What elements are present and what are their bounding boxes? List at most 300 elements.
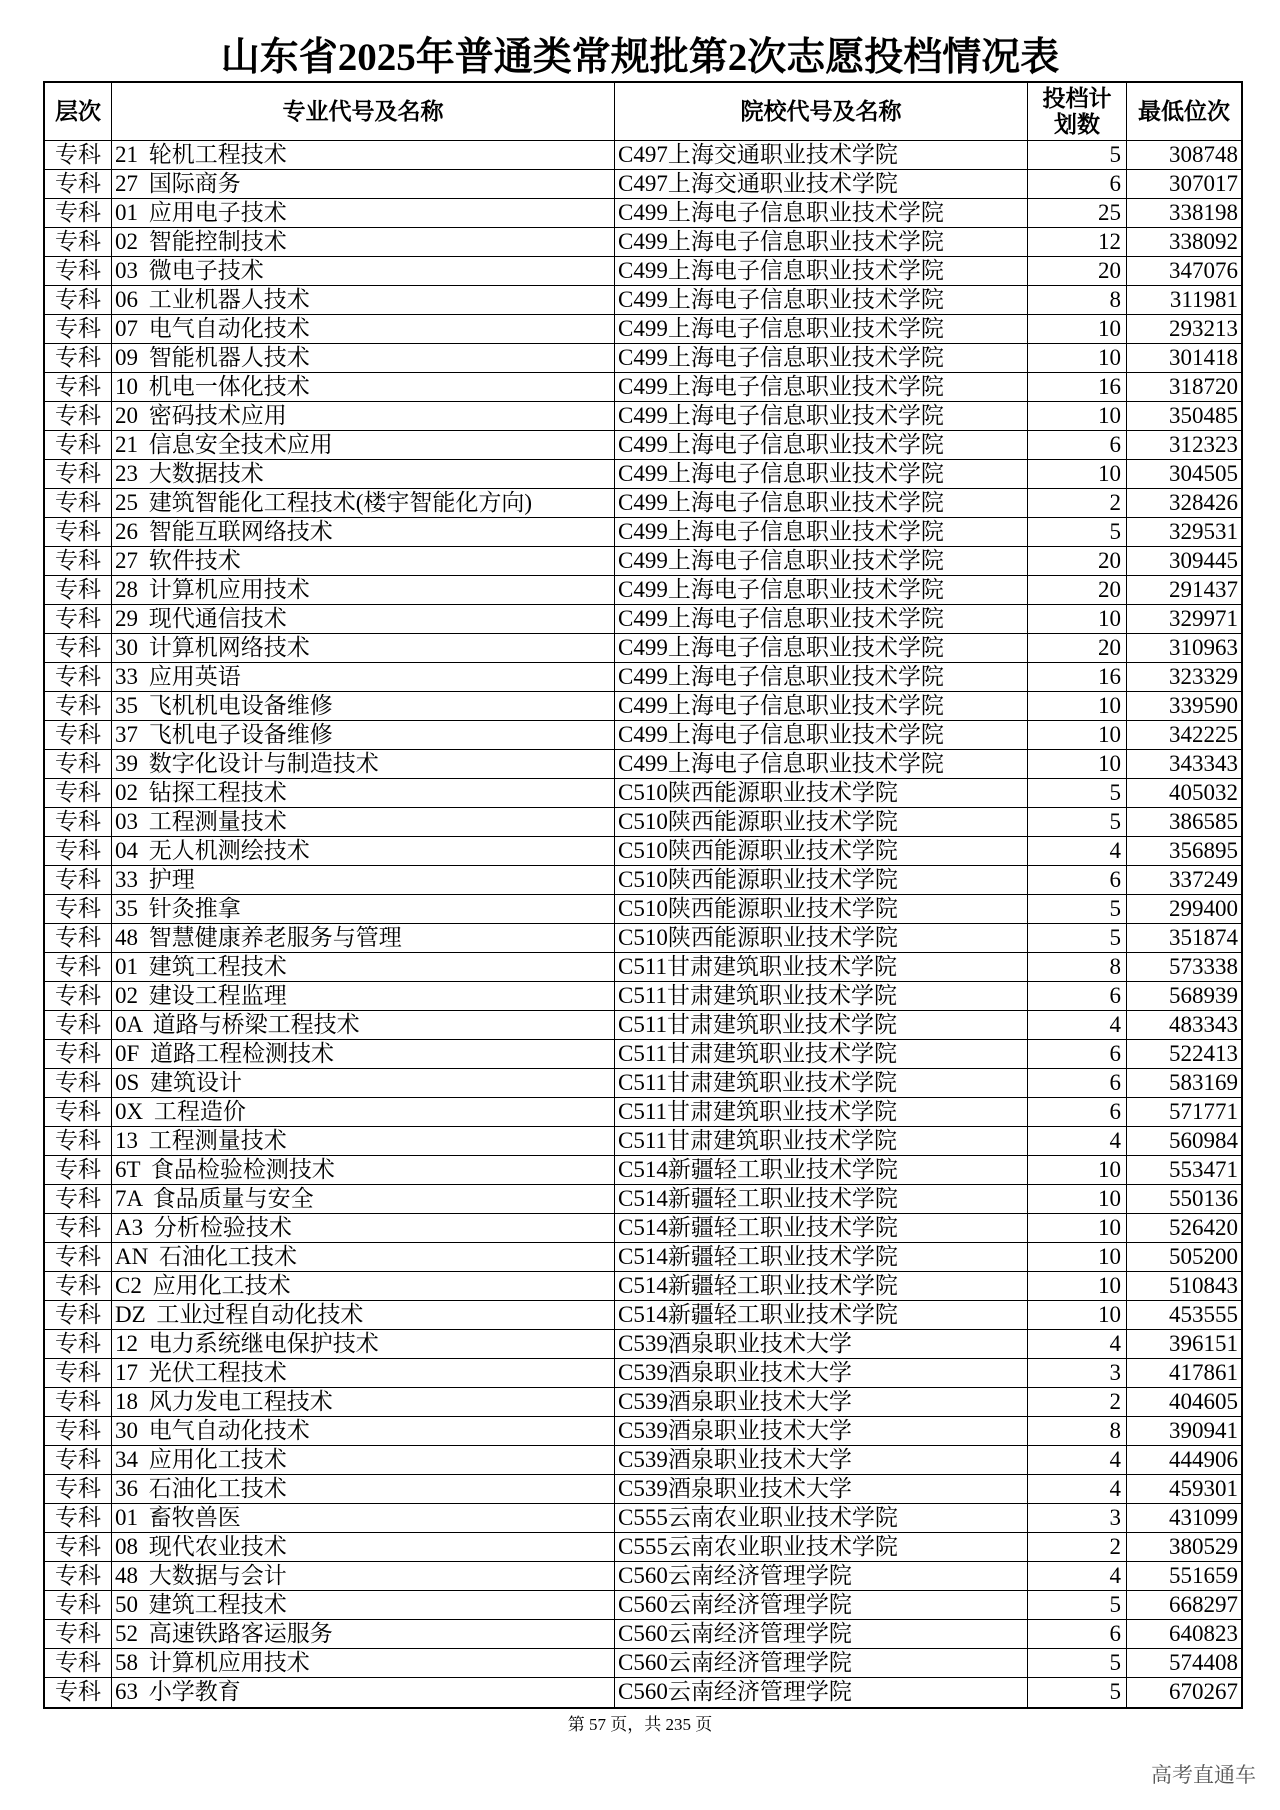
cell-major: 35 飞机机电设备维修	[112, 692, 615, 720]
cell-min-rank: 310963	[1169, 635, 1238, 660]
cell-min-rank: 483343	[1169, 1012, 1238, 1037]
table-row	[45, 605, 1241, 634]
cell-major: 34 应用化工技术	[112, 1446, 615, 1474]
cell-min-rank: 453555	[1169, 1302, 1238, 1327]
cell-school: C510陕西能源职业技术学院	[615, 808, 1028, 836]
cell-school: C555云南农业职业技术学院	[615, 1504, 1028, 1532]
cell-plan: 16	[1028, 373, 1127, 401]
table-row	[45, 750, 1241, 779]
cell-level: 专科	[45, 605, 112, 633]
cell-school: C510陕西能源职业技术学院	[615, 779, 1028, 807]
cell-school: C499上海电子信息职业技术学院	[615, 257, 1028, 285]
cell-level: 专科	[45, 1330, 112, 1358]
table-row	[45, 1272, 1241, 1301]
cell-plan: 4	[1028, 1446, 1127, 1474]
cell-plan: 5	[1028, 895, 1127, 923]
table-row	[45, 1214, 1241, 1243]
table-row	[45, 1649, 1241, 1678]
cell-level: 专科	[45, 1446, 112, 1474]
cell-min-rank: 444906	[1169, 1447, 1238, 1472]
table-row	[45, 141, 1241, 170]
cell-min-rank: 291437	[1169, 577, 1238, 602]
table-row	[45, 924, 1241, 953]
table-row	[45, 1417, 1241, 1446]
cell-major: 18 风力发电工程技术	[112, 1388, 615, 1416]
table-row	[45, 663, 1241, 692]
cell-major: 02 钻探工程技术	[112, 779, 615, 807]
table-row	[45, 1591, 1241, 1620]
cell-min-rank: 323329	[1169, 664, 1238, 689]
cell-min-rank: 668297	[1169, 1592, 1238, 1617]
cell-level: 专科	[45, 1272, 112, 1300]
cell-min-rank: 573338	[1169, 954, 1238, 979]
cell-plan: 5	[1028, 1649, 1127, 1677]
cell-plan: 6	[1028, 1069, 1127, 1097]
cell-school: C539酒泉职业技术大学	[615, 1388, 1028, 1416]
cell-major: 29 现代通信技术	[112, 605, 615, 633]
cell-school: C514新疆轻工职业技术学院	[615, 1301, 1028, 1329]
cell-school: C560云南经济管理学院	[615, 1562, 1028, 1590]
cell-major: 17 光伏工程技术	[112, 1359, 615, 1387]
cell-plan: 12	[1028, 228, 1127, 256]
table-row	[45, 808, 1241, 837]
cell-min-rank: 396151	[1169, 1331, 1238, 1356]
cell-level: 专科	[45, 1388, 112, 1416]
cell-plan: 6	[1028, 1620, 1127, 1648]
cell-level: 专科	[45, 924, 112, 952]
cell-major: 04 无人机测绘技术	[112, 837, 615, 865]
cell-major: 35 针灸推拿	[112, 895, 615, 923]
cell-plan: 10	[1028, 750, 1127, 778]
table-row	[45, 866, 1241, 895]
cell-school: C510陕西能源职业技术学院	[615, 924, 1028, 952]
cell-major: 03 工程测量技术	[112, 808, 615, 836]
cell-major: 20 密码技术应用	[112, 402, 615, 430]
cell-major: 07 电气自动化技术	[112, 315, 615, 343]
cell-school: C511甘肃建筑职业技术学院	[615, 1011, 1028, 1039]
table-row	[45, 170, 1241, 199]
cell-level: 专科	[45, 895, 112, 923]
cell-min-rank: 308748	[1169, 142, 1238, 167]
table-row	[45, 547, 1241, 576]
cell-level: 专科	[45, 1475, 112, 1503]
cell-plan: 20	[1028, 634, 1127, 662]
table-row	[45, 1678, 1241, 1707]
cell-school: C499上海电子信息职业技术学院	[615, 489, 1028, 517]
table-row	[45, 1040, 1241, 1069]
cell-school: C499上海电子信息职业技术学院	[615, 460, 1028, 488]
table-row	[45, 402, 1241, 431]
cell-school: C499上海电子信息职业技术学院	[615, 431, 1028, 459]
cell-major: 58 计算机应用技术	[112, 1649, 615, 1677]
cell-plan: 4	[1028, 837, 1127, 865]
cell-school: C499上海电子信息职业技术学院	[615, 518, 1028, 546]
cell-major: 63 小学教育	[112, 1678, 615, 1707]
cell-school: C514新疆轻工职业技术学院	[615, 1243, 1028, 1271]
cell-level: 专科	[45, 344, 112, 372]
cell-level: 专科	[45, 228, 112, 256]
table-row	[45, 431, 1241, 460]
cell-min-rank: 347076	[1169, 258, 1238, 283]
cell-plan: 5	[1028, 518, 1127, 546]
cell-school: C499上海电子信息职业技术学院	[615, 605, 1028, 633]
cell-major: 09 智能机器人技术	[112, 344, 615, 372]
admission-table	[43, 81, 1243, 1709]
table-row	[45, 576, 1241, 605]
cell-level: 专科	[45, 547, 112, 575]
cell-major: 23 大数据技术	[112, 460, 615, 488]
cell-plan: 10	[1028, 605, 1127, 633]
cell-major: 48 智慧健康养老服务与管理	[112, 924, 615, 952]
cell-level: 专科	[45, 1359, 112, 1387]
cell-min-rank: 339590	[1169, 693, 1238, 718]
table-row	[45, 1504, 1241, 1533]
cell-school: C499上海电子信息职业技术学院	[615, 547, 1028, 575]
cell-level: 专科	[45, 1098, 112, 1126]
cell-level: 专科	[45, 373, 112, 401]
cell-plan: 10	[1028, 344, 1127, 372]
cell-level: 专科	[45, 1127, 112, 1155]
cell-plan: 10	[1028, 1301, 1127, 1329]
cell-min-rank: 312323	[1169, 432, 1238, 457]
cell-min-rank: 568939	[1169, 983, 1238, 1008]
table-row	[45, 518, 1241, 547]
cell-level: 专科	[45, 460, 112, 488]
cell-plan: 2	[1028, 1388, 1127, 1416]
cell-school: C511甘肃建筑职业技术学院	[615, 1098, 1028, 1126]
table-row	[45, 1069, 1241, 1098]
cell-school: C499上海电子信息职业技术学院	[615, 228, 1028, 256]
cell-major: 01 建筑工程技术	[112, 953, 615, 981]
cell-major: C2 应用化工技术	[112, 1272, 615, 1300]
cell-min-rank: 343343	[1169, 751, 1238, 776]
cell-min-rank: 328426	[1169, 490, 1238, 515]
cell-major: 0S 建筑设计	[112, 1069, 615, 1097]
cell-school: C499上海电子信息职业技术学院	[615, 634, 1028, 662]
cell-plan: 8	[1028, 953, 1127, 981]
cell-min-rank: 304505	[1169, 461, 1238, 486]
cell-major: 01 畜牧兽医	[112, 1504, 615, 1532]
cell-plan: 25	[1028, 199, 1127, 227]
cell-min-rank: 338092	[1169, 229, 1238, 254]
cell-level: 专科	[45, 170, 112, 198]
header-plan-label: 投档计划数	[1042, 85, 1112, 138]
table-row	[45, 982, 1241, 1011]
table-row	[45, 489, 1241, 518]
cell-plan: 5	[1028, 924, 1127, 952]
cell-plan: 10	[1028, 721, 1127, 749]
table-row	[45, 1098, 1241, 1127]
cell-min-rank: 386585	[1169, 809, 1238, 834]
cell-level: 专科	[45, 663, 112, 691]
table-row	[45, 373, 1241, 402]
cell-min-rank: 526420	[1169, 1215, 1238, 1240]
header-major	[112, 83, 615, 140]
cell-plan: 20	[1028, 547, 1127, 575]
cell-school: C510陕西能源职业技术学院	[615, 837, 1028, 865]
cell-major: 03 微电子技术	[112, 257, 615, 285]
cell-level: 专科	[45, 779, 112, 807]
table-row	[45, 1533, 1241, 1562]
cell-plan: 10	[1028, 460, 1127, 488]
cell-level: 专科	[45, 1040, 112, 1068]
table-row	[45, 1301, 1241, 1330]
table-row	[45, 895, 1241, 924]
cell-major: 7A 食品质量与安全	[112, 1185, 615, 1213]
table-row	[45, 1011, 1241, 1040]
cell-school: C511甘肃建筑职业技术学院	[615, 953, 1028, 981]
cell-level: 专科	[45, 1649, 112, 1677]
cell-min-rank: 431099	[1169, 1505, 1238, 1530]
cell-level: 专科	[45, 953, 112, 981]
cell-major: 30 电气自动化技术	[112, 1417, 615, 1445]
cell-min-rank: 571771	[1169, 1099, 1238, 1124]
cell-plan: 2	[1028, 1533, 1127, 1561]
cell-plan: 16	[1028, 663, 1127, 691]
table-row	[45, 1359, 1241, 1388]
table-header-row	[45, 83, 1241, 141]
cell-school: C539酒泉职业技术大学	[615, 1475, 1028, 1503]
table-row	[45, 837, 1241, 866]
cell-min-rank: 309445	[1169, 548, 1238, 573]
cell-level: 专科	[45, 837, 112, 865]
header-level	[45, 83, 112, 140]
cell-min-rank: 350485	[1169, 403, 1238, 428]
cell-school: C499上海电子信息职业技术学院	[615, 692, 1028, 720]
cell-plan: 3	[1028, 1359, 1127, 1387]
cell-level: 专科	[45, 1591, 112, 1619]
table-row	[45, 721, 1241, 750]
cell-min-rank: 550136	[1169, 1186, 1238, 1211]
cell-plan: 4	[1028, 1127, 1127, 1155]
cell-major: A3 分析检验技术	[112, 1214, 615, 1242]
table-row	[45, 1475, 1241, 1504]
cell-plan: 4	[1028, 1330, 1127, 1358]
cell-plan: 4	[1028, 1475, 1127, 1503]
table-row	[45, 779, 1241, 808]
cell-min-rank: 337249	[1169, 867, 1238, 892]
cell-school: C514新疆轻工职业技术学院	[615, 1185, 1028, 1213]
table-row	[45, 344, 1241, 373]
cell-level: 专科	[45, 1156, 112, 1184]
cell-school: C497上海交通职业技术学院	[615, 170, 1028, 198]
cell-plan: 4	[1028, 1562, 1127, 1590]
cell-level: 专科	[45, 402, 112, 430]
cell-min-rank: 342225	[1169, 722, 1238, 747]
cell-major: AN 石油化工技术	[112, 1243, 615, 1271]
cell-level: 专科	[45, 692, 112, 720]
cell-level: 专科	[45, 1620, 112, 1648]
cell-level: 专科	[45, 750, 112, 778]
cell-school: C499上海电子信息职业技术学院	[615, 199, 1028, 227]
table-row	[45, 1620, 1241, 1649]
cell-level: 专科	[45, 257, 112, 285]
cell-school: C510陕西能源职业技术学院	[615, 895, 1028, 923]
cell-plan: 6	[1028, 1098, 1127, 1126]
cell-school: C539酒泉职业技术大学	[615, 1417, 1028, 1445]
cell-major: 48 大数据与会计	[112, 1562, 615, 1590]
cell-school: C499上海电子信息职业技术学院	[615, 286, 1028, 314]
header-major-label: 专业代号及名称	[282, 98, 444, 125]
cell-plan: 8	[1028, 1417, 1127, 1445]
cell-school: C499上海电子信息职业技术学院	[615, 576, 1028, 604]
cell-major: DZ 工业过程自动化技术	[112, 1301, 615, 1329]
table-row	[45, 1388, 1241, 1417]
cell-school: C499上海电子信息职业技术学院	[615, 750, 1028, 778]
cell-level: 专科	[45, 634, 112, 662]
cell-min-rank: 329971	[1169, 606, 1238, 631]
cell-level: 专科	[45, 576, 112, 604]
table-row	[45, 286, 1241, 315]
page-title: 山东省2025年普通类常规批第2次志愿投档情况表	[220, 36, 1060, 79]
header-min-rank	[1127, 83, 1241, 140]
watermark: 高考直通车	[1151, 1763, 1256, 1787]
cell-level: 专科	[45, 431, 112, 459]
table-row	[45, 257, 1241, 286]
table-row	[45, 953, 1241, 982]
cell-min-rank: 390941	[1169, 1418, 1238, 1443]
cell-major: 0X 工程造价	[112, 1098, 615, 1126]
cell-school: C499上海电子信息职业技术学院	[615, 721, 1028, 749]
cell-min-rank: 307017	[1169, 171, 1238, 196]
cell-level: 专科	[45, 141, 112, 169]
cell-school: C514新疆轻工职业技术学院	[615, 1272, 1028, 1300]
cell-plan: 10	[1028, 1185, 1127, 1213]
cell-major: 06 工业机器人技术	[112, 286, 615, 314]
cell-school: C499上海电子信息职业技术学院	[615, 315, 1028, 343]
cell-min-rank: 640823	[1169, 1621, 1238, 1646]
table-row	[45, 228, 1241, 257]
table-row	[45, 1127, 1241, 1156]
cell-plan: 10	[1028, 315, 1127, 343]
cell-plan: 20	[1028, 257, 1127, 285]
cell-major: 21 轮机工程技术	[112, 141, 615, 169]
cell-major: 10 机电一体化技术	[112, 373, 615, 401]
cell-plan: 6	[1028, 866, 1127, 894]
cell-plan: 5	[1028, 808, 1127, 836]
cell-plan: 10	[1028, 692, 1127, 720]
cell-min-rank: 522413	[1169, 1041, 1238, 1066]
cell-min-rank: 560984	[1169, 1128, 1238, 1153]
cell-level: 专科	[45, 489, 112, 517]
cell-school: C499上海电子信息职业技术学院	[615, 663, 1028, 691]
cell-school: C511甘肃建筑职业技术学院	[615, 1040, 1028, 1068]
cell-plan: 6	[1028, 982, 1127, 1010]
table-row	[45, 634, 1241, 663]
cell-min-rank: 380529	[1169, 1534, 1238, 1559]
cell-plan: 6	[1028, 170, 1127, 198]
cell-school: C560云南经济管理学院	[615, 1620, 1028, 1648]
cell-plan: 6	[1028, 431, 1127, 459]
table-row	[45, 1156, 1241, 1185]
cell-school: C539酒泉职业技术大学	[615, 1330, 1028, 1358]
cell-min-rank: 329531	[1169, 519, 1238, 544]
cell-major: 28 计算机应用技术	[112, 576, 615, 604]
cell-plan: 5	[1028, 1678, 1127, 1707]
cell-major: 08 现代农业技术	[112, 1533, 615, 1561]
cell-major: 21 信息安全技术应用	[112, 431, 615, 459]
cell-level: 专科	[45, 1214, 112, 1242]
table-body	[45, 141, 1241, 1707]
table-row	[45, 1562, 1241, 1591]
cell-plan: 3	[1028, 1504, 1127, 1532]
cell-level: 专科	[45, 286, 112, 314]
cell-level: 专科	[45, 1243, 112, 1271]
cell-school: C560云南经济管理学院	[615, 1649, 1028, 1677]
cell-level: 专科	[45, 1069, 112, 1097]
cell-major: 30 计算机网络技术	[112, 634, 615, 662]
cell-major: 01 应用电子技术	[112, 199, 615, 227]
cell-major: 02 智能控制技术	[112, 228, 615, 256]
table-row	[45, 1243, 1241, 1272]
cell-plan: 4	[1028, 1011, 1127, 1039]
cell-plan: 20	[1028, 576, 1127, 604]
cell-school: C511甘肃建筑职业技术学院	[615, 1069, 1028, 1097]
cell-plan: 2	[1028, 489, 1127, 517]
cell-plan: 10	[1028, 1243, 1127, 1271]
cell-major: 02 建设工程监理	[112, 982, 615, 1010]
cell-school: C511甘肃建筑职业技术学院	[615, 982, 1028, 1010]
cell-major: 52 高速铁路客运服务	[112, 1620, 615, 1648]
cell-level: 专科	[45, 1011, 112, 1039]
cell-school: C497上海交通职业技术学院	[615, 141, 1028, 169]
cell-level: 专科	[45, 199, 112, 227]
header-school	[615, 83, 1028, 140]
cell-plan: 10	[1028, 402, 1127, 430]
table-row	[45, 199, 1241, 228]
cell-major: 36 石油化工技术	[112, 1475, 615, 1503]
cell-plan: 5	[1028, 779, 1127, 807]
cell-major: 33 应用英语	[112, 663, 615, 691]
cell-school: C555云南农业职业技术学院	[615, 1533, 1028, 1561]
cell-major: 25 建筑智能化工程技术(楼宇智能化方向)	[112, 489, 615, 517]
cell-major: 37 飞机电子设备维修	[112, 721, 615, 749]
cell-level: 专科	[45, 315, 112, 343]
cell-major: 50 建筑工程技术	[112, 1591, 615, 1619]
cell-min-rank: 574408	[1169, 1650, 1238, 1675]
cell-min-rank: 404605	[1169, 1389, 1238, 1414]
cell-min-rank: 293213	[1169, 316, 1238, 341]
cell-min-rank: 311981	[1169, 287, 1238, 312]
cell-plan: 10	[1028, 1214, 1127, 1242]
cell-level: 专科	[45, 1301, 112, 1329]
cell-plan: 6	[1028, 1040, 1127, 1068]
cell-min-rank: 551659	[1169, 1563, 1238, 1588]
table-row	[45, 1446, 1241, 1475]
cell-school: C514新疆轻工职业技术学院	[615, 1156, 1028, 1184]
cell-school: C499上海电子信息职业技术学院	[615, 344, 1028, 372]
cell-plan: 8	[1028, 286, 1127, 314]
cell-level: 专科	[45, 866, 112, 894]
cell-major: 12 电力系统继电保护技术	[112, 1330, 615, 1358]
cell-level: 专科	[45, 1533, 112, 1561]
cell-min-rank: 417861	[1169, 1360, 1238, 1385]
cell-major: 27 软件技术	[112, 547, 615, 575]
cell-major: 6T 食品检验检测技术	[112, 1156, 615, 1184]
cell-level: 专科	[45, 1562, 112, 1590]
cell-school: C514新疆轻工职业技术学院	[615, 1214, 1028, 1242]
cell-school: C499上海电子信息职业技术学院	[615, 373, 1028, 401]
cell-min-rank: 510843	[1169, 1273, 1238, 1298]
cell-school: C539酒泉职业技术大学	[615, 1446, 1028, 1474]
cell-min-rank: 670267	[1169, 1679, 1238, 1704]
cell-min-rank: 338198	[1169, 200, 1238, 225]
cell-major: 39 数字化设计与制造技术	[112, 750, 615, 778]
cell-plan: 5	[1028, 141, 1127, 169]
cell-min-rank: 459301	[1169, 1476, 1238, 1501]
cell-plan: 10	[1028, 1156, 1127, 1184]
table-row	[45, 460, 1241, 489]
